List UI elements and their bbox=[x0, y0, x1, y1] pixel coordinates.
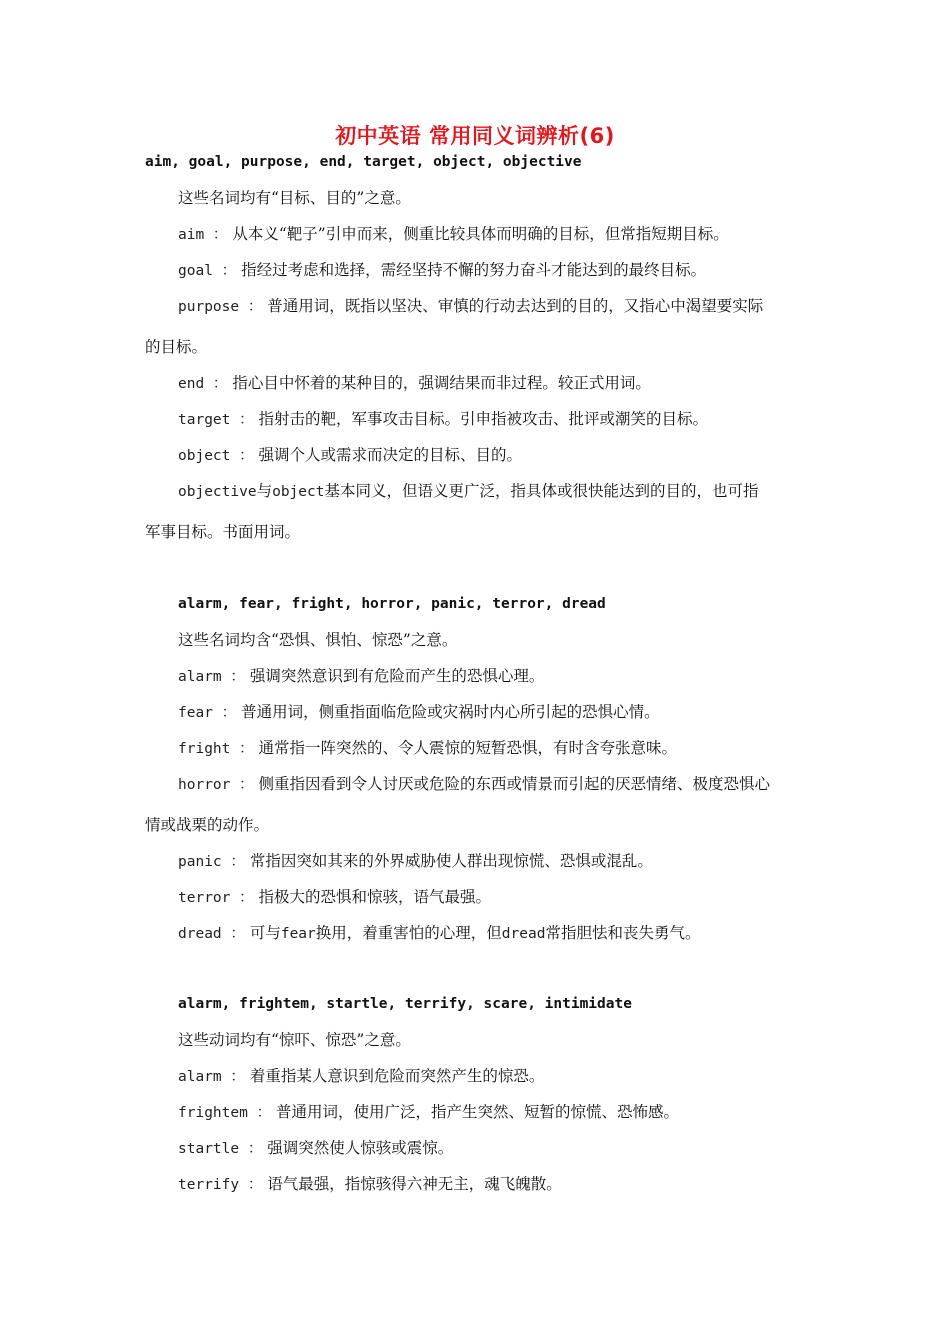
entry bbox=[178, 1172, 858, 1197]
entry-text: 指经过考虑和选择，需经坚持不懈的努力奋斗才能达到的最终目标。 bbox=[241, 261, 707, 279]
entry-text: 普通用词，既指以坚决、审慎的行动去达到的目的，又指心中渴望要实际 bbox=[267, 297, 764, 315]
entry-word: end ： bbox=[178, 376, 228, 392]
entry bbox=[178, 294, 858, 319]
entry-word: startle ： bbox=[178, 1141, 263, 1157]
entry-word: goal ： bbox=[178, 263, 237, 279]
entry-text: 强调突然意识到有危险而产生的恐惧心理。 bbox=[249, 667, 545, 685]
entry bbox=[178, 258, 858, 283]
entry-continuation: 情或战栗的动作。 bbox=[145, 816, 270, 834]
entry-text: 普通用词，侧重指面临危险或灾祸时内心所引起的恐惧心情。 bbox=[241, 703, 660, 721]
entry bbox=[178, 1064, 858, 1089]
entry-word: dread bbox=[501, 926, 546, 942]
entry-word: frightem ： bbox=[178, 1105, 272, 1121]
entry-word: fright ： bbox=[178, 741, 254, 757]
entry-text: 与 bbox=[256, 482, 273, 500]
entry-word: alarm ： bbox=[178, 1069, 245, 1085]
entry bbox=[178, 700, 858, 725]
entry-word: horror ： bbox=[178, 777, 254, 793]
entry bbox=[178, 479, 858, 504]
entry bbox=[178, 885, 858, 910]
entry-text: 语气最强，指惊骇得六神无主，魂飞魄散。 bbox=[267, 1175, 562, 1193]
entry-text: 指心目中怀着的某种目的，强调结果而非过程。较正式用词。 bbox=[232, 374, 651, 392]
entry-text: 通常指一阵突然的、令人震惊的短暂恐惧，有时含夸张意味。 bbox=[258, 739, 678, 757]
entry-text: 换用，着重害怕的心理，但 bbox=[315, 924, 502, 942]
entry-text: 指射击的靶，军事攻击目标。引申指被攻击、批评或潮笑的目标。 bbox=[258, 410, 709, 428]
entry bbox=[178, 371, 858, 396]
entry-text: 可与 bbox=[249, 924, 281, 942]
entry bbox=[178, 407, 858, 432]
entry-text: 普通用词，使用广泛，指产生突然、短暂的惊慌、恐怖感。 bbox=[276, 1103, 680, 1121]
entry-word: aim ： bbox=[178, 227, 228, 243]
entry-word: dread ： bbox=[178, 926, 245, 942]
entry bbox=[178, 849, 858, 874]
entry bbox=[178, 1136, 858, 1161]
section-intro: 这些名词均有“目标、目的”之意。 bbox=[178, 189, 411, 207]
entry bbox=[178, 664, 858, 689]
section-intro: 这些名词均含“恐惧、惧怕、惊恐”之意。 bbox=[178, 631, 458, 649]
entry-text: 基本同义，但语义更广泛，指具体或很快能达到的目的，也可指 bbox=[324, 482, 759, 500]
entry-word: purpose ： bbox=[178, 299, 263, 315]
page-title: 初中英语 常用同义词辨析(6) bbox=[335, 124, 615, 148]
section-intro: 这些动词均有“惊吓、惊恐”之意。 bbox=[178, 1031, 411, 1049]
entry-word: objective bbox=[178, 484, 257, 500]
entry-text: 常指因突如其来的外界威胁使人群出现惊慌、恐惧或混乱。 bbox=[249, 852, 653, 870]
entry-word: terror ： bbox=[178, 890, 254, 906]
entry bbox=[178, 772, 858, 797]
entry-word: object ： bbox=[178, 448, 254, 464]
entry bbox=[178, 443, 858, 468]
entry bbox=[178, 222, 858, 247]
entry-text: 着重指某人意识到危险而突然产生的惊恐。 bbox=[249, 1067, 545, 1085]
entry bbox=[178, 921, 858, 946]
entry-text: 强调突然使人惊骇或震惊。 bbox=[267, 1139, 454, 1157]
section-heading: alarm, frightem, startle, terrify, scare, intimidate bbox=[178, 996, 632, 1012]
entry-word: target ： bbox=[178, 412, 254, 428]
entry-text: 侧重指因看到令人讨厌或危险的东西或情景而引起的厌恶情绪、极度恐惧心 bbox=[258, 775, 771, 793]
entry-text: 从本义“靶子”引申而来，侧重比较具体而明确的目标，但常指短期目标。 bbox=[232, 225, 729, 243]
entry-word: fear ： bbox=[178, 705, 237, 721]
entry-word: terrify ： bbox=[178, 1177, 263, 1193]
section-heading: aim, goal, purpose, end, target, object, objective bbox=[145, 154, 582, 170]
entry bbox=[178, 736, 858, 761]
entry-continuation: 军事目标。书面用词。 bbox=[145, 523, 301, 541]
entry-word: panic ： bbox=[178, 854, 245, 870]
entry-text: 常指胆怯和丧失勇气。 bbox=[545, 924, 701, 942]
entry-word: alarm ： bbox=[178, 669, 245, 685]
entry-word: fear bbox=[280, 926, 316, 942]
entry-continuation: 的目标。 bbox=[145, 338, 208, 356]
entry-text: 指极大的恐惧和惊骇，语气最强。 bbox=[258, 888, 492, 906]
section-heading: alarm, fear, fright, horror, panic, terror, dread bbox=[178, 596, 606, 612]
entry-text: 强调个人或需求而决定的目标、目的。 bbox=[258, 446, 523, 464]
entry-word: object bbox=[272, 484, 325, 500]
entry bbox=[178, 1100, 858, 1125]
